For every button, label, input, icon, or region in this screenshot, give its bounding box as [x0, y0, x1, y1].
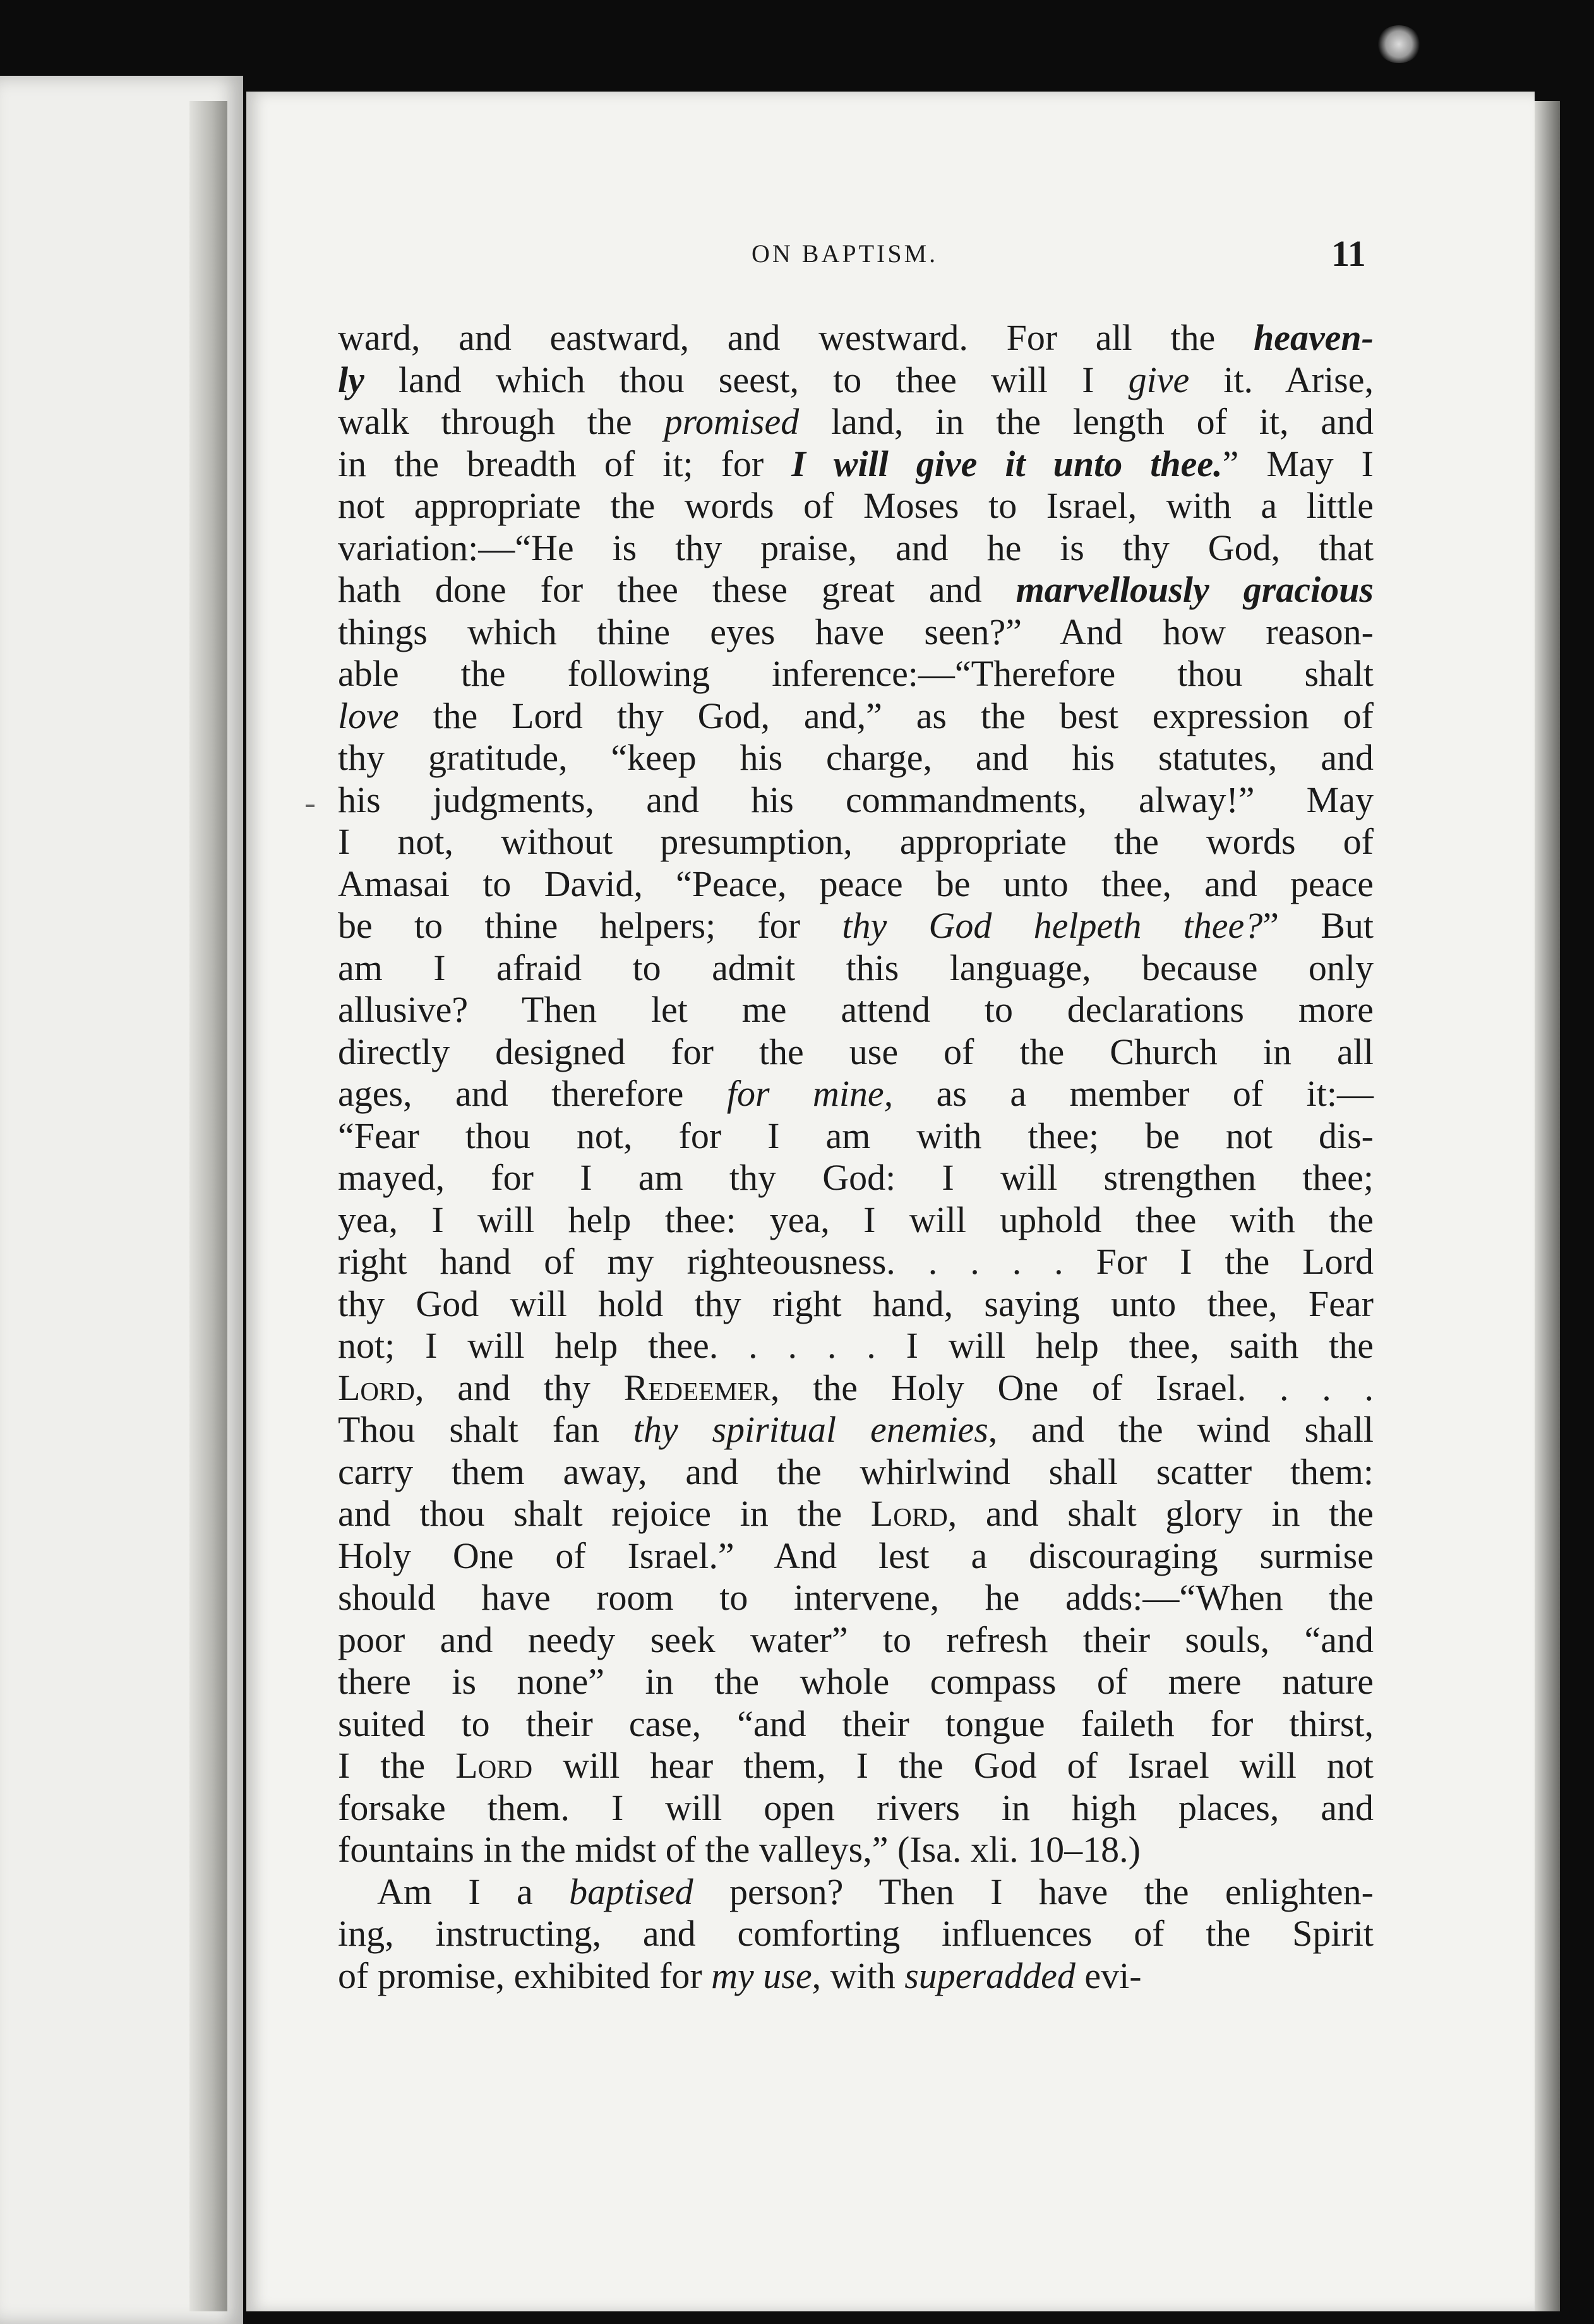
text-run: walk through the — [338, 401, 664, 442]
emphasis-run: my use — [711, 1955, 812, 1996]
text-run: in the breadth of it; for — [338, 443, 792, 484]
small-caps-run: Lord — [870, 1493, 948, 1534]
text-run: I the — [338, 1745, 456, 1786]
text-run: , and the wind shall — [988, 1409, 1374, 1450]
emphasis-run: love — [338, 695, 399, 736]
text-run: ages, and therefore — [338, 1073, 727, 1114]
text-run: not; I will help thee. . . . . I will help thee, saith the — [338, 1325, 1374, 1366]
text-line — [338, 443, 1374, 486]
text-run: poor and needy seek water” to refresh their souls, “and — [338, 1619, 1374, 1660]
text-run: am I afraid to admit this language, because only — [338, 947, 1374, 988]
emphasis-run: give — [1128, 359, 1190, 400]
text-line — [338, 1745, 1374, 1787]
text-run: yea, I will help thee: yea, I will uphold thee with the — [338, 1199, 1374, 1240]
text-run: I not, without presumption, appropriate the words of — [338, 821, 1374, 862]
text-run: allusive? Then let me attend to declarations more — [338, 989, 1374, 1030]
running-head: ON BAPTISM. — [752, 239, 938, 268]
text-run: will hear them, I the God of Israel will not — [532, 1745, 1374, 1786]
text-line — [338, 1787, 1374, 1830]
text-run: ” May I — [1222, 443, 1374, 484]
text-run: able the following inference:—“Therefore thou shalt — [338, 653, 1374, 694]
small-caps-run: Redeemer — [623, 1367, 770, 1408]
text-run: things which thine eyes have seen?” And how reason- — [338, 611, 1374, 652]
emphasis-run: promised — [664, 401, 800, 442]
text-run: mayed, for I am thy God: I will strengthen thee; — [338, 1157, 1374, 1198]
text-run: thy gratitude, “keep his charge, and his statutes, and — [338, 737, 1374, 778]
text-run: land which thou seest, to thee will I — [364, 359, 1129, 400]
text-run: and thou shalt rejoice in the — [338, 1493, 871, 1534]
text-run: hath done for thee these great and — [338, 569, 1016, 610]
body-text — [338, 317, 1374, 1997]
emphasis-run: heaven- — [1253, 317, 1374, 358]
text-line — [338, 863, 1374, 906]
emphasis-run: baptised — [569, 1871, 693, 1912]
text-run: variation:—“He is thy praise, and he is thy God, that — [338, 527, 1374, 568]
text-line — [338, 401, 1374, 443]
text-line — [338, 1325, 1374, 1367]
text-line — [338, 1661, 1374, 1703]
text-run: , and shalt glory in the — [947, 1493, 1374, 1534]
text-run: , with — [812, 1955, 905, 1996]
text-run: be to thine helpers; for — [338, 905, 842, 946]
emphasis-run: superadded — [904, 1955, 1076, 1996]
text-line — [338, 527, 1374, 570]
text-line — [338, 1157, 1374, 1199]
text-line — [338, 1283, 1374, 1326]
text-run: Am I a — [377, 1871, 570, 1912]
text-run: it. Arise, — [1189, 359, 1374, 400]
text-line — [338, 1535, 1374, 1578]
text-run: , the Holy One of Israel. . . . — [770, 1367, 1374, 1408]
text-run: forsake them. I will open rivers in high places, and — [338, 1787, 1374, 1828]
text-line — [338, 821, 1374, 863]
scan-artifact — [1377, 25, 1421, 63]
emphasis-run: I will give it unto thee. — [791, 443, 1223, 484]
text-line — [338, 695, 1374, 738]
text-run: land, in the length of it, and — [799, 401, 1374, 442]
text-line — [338, 1619, 1374, 1662]
text-run: suited to their case, “and their tongue faileth for thirst, — [338, 1703, 1374, 1744]
text-run: carry them away, and the whirlwind shall scatter them: — [338, 1451, 1374, 1492]
page-number: 11 — [1331, 233, 1366, 274]
text-line — [338, 1703, 1374, 1746]
emphasis-run: marvellously gracious — [1016, 569, 1374, 610]
emphasis-run: thy God helpeth thee? — [842, 905, 1263, 946]
text-line — [338, 779, 1374, 822]
page-edge — [1535, 101, 1560, 2311]
text-line — [338, 1829, 1374, 1871]
text-line — [338, 1409, 1374, 1451]
emphasis-run: for mine, — [726, 1073, 894, 1114]
text-run: his judgments, and his commandments, alway!” May — [338, 779, 1374, 820]
text-run: directly designed for the use of the Church in all — [338, 1031, 1374, 1072]
text-run: ward, and eastward, and westward. For all the — [338, 317, 1254, 358]
text-line — [338, 1367, 1374, 1410]
text-run: thy God will hold thy right hand, saying unto thee, Fear — [338, 1283, 1374, 1324]
text-run: right hand of my righteousness. . . . . For I the Lord — [338, 1241, 1374, 1282]
text-line — [338, 737, 1374, 779]
text-line — [338, 1073, 1374, 1115]
text-line — [338, 1115, 1374, 1158]
text-line — [338, 947, 1374, 990]
text-run: of promise, exhibited for — [338, 1955, 712, 1996]
text-run: there is none” in the whole compass of mere nature — [338, 1661, 1374, 1702]
text-line — [338, 653, 1374, 695]
text-run: Amasai to David, “Peace, peace be unto thee, and peace — [338, 863, 1374, 904]
text-line — [338, 1871, 1374, 1914]
text-run: fountains in the midst of the valleys,” (Isa. xli. 10–18.) — [338, 1829, 1141, 1870]
text-line — [338, 1577, 1374, 1619]
text-run: person? Then I have the enlighten- — [693, 1871, 1374, 1912]
text-line — [338, 989, 1374, 1031]
text-run: the Lord thy God, and,” as the best expression of — [398, 695, 1374, 736]
text-line — [338, 611, 1374, 654]
text-run: “Fear thou not, for I am with thee; be not dis- — [338, 1115, 1374, 1156]
text-line — [338, 1031, 1374, 1074]
text-run: Holy One of Israel.” And lest a discouraging surmise — [338, 1535, 1374, 1576]
book-gutter — [189, 101, 227, 2311]
text-run: ” But — [1262, 905, 1374, 946]
small-caps-run: Lord — [338, 1367, 415, 1408]
text-line — [338, 317, 1374, 359]
text-run: ing, instructing, and comforting influences of the Spirit — [338, 1913, 1374, 1954]
text-line — [338, 569, 1374, 611]
text-line — [338, 905, 1374, 947]
text-run: Thou shalt fan — [338, 1409, 633, 1450]
text-line — [338, 1493, 1374, 1535]
text-run: evi- — [1075, 1955, 1142, 1996]
emphasis-run: thy spiritual enemies — [633, 1409, 988, 1450]
text-run: , and thy — [415, 1367, 624, 1408]
text-line — [338, 1241, 1374, 1283]
text-line — [338, 1199, 1374, 1242]
text-run: as a member of it:— — [893, 1073, 1374, 1114]
text-line — [338, 1913, 1374, 1955]
text-run: not appropriate the words of Moses to Israel, with a little — [338, 485, 1374, 526]
emphasis-run: ly — [338, 359, 364, 400]
text-line — [338, 359, 1374, 402]
text-line — [338, 1451, 1374, 1494]
text-line — [338, 485, 1374, 527]
text-run: should have room to intervene, he adds:—“When the — [338, 1577, 1374, 1618]
small-caps-run: Lord — [455, 1745, 533, 1786]
margin-mark — [306, 805, 315, 807]
text-line — [338, 1955, 1374, 1998]
